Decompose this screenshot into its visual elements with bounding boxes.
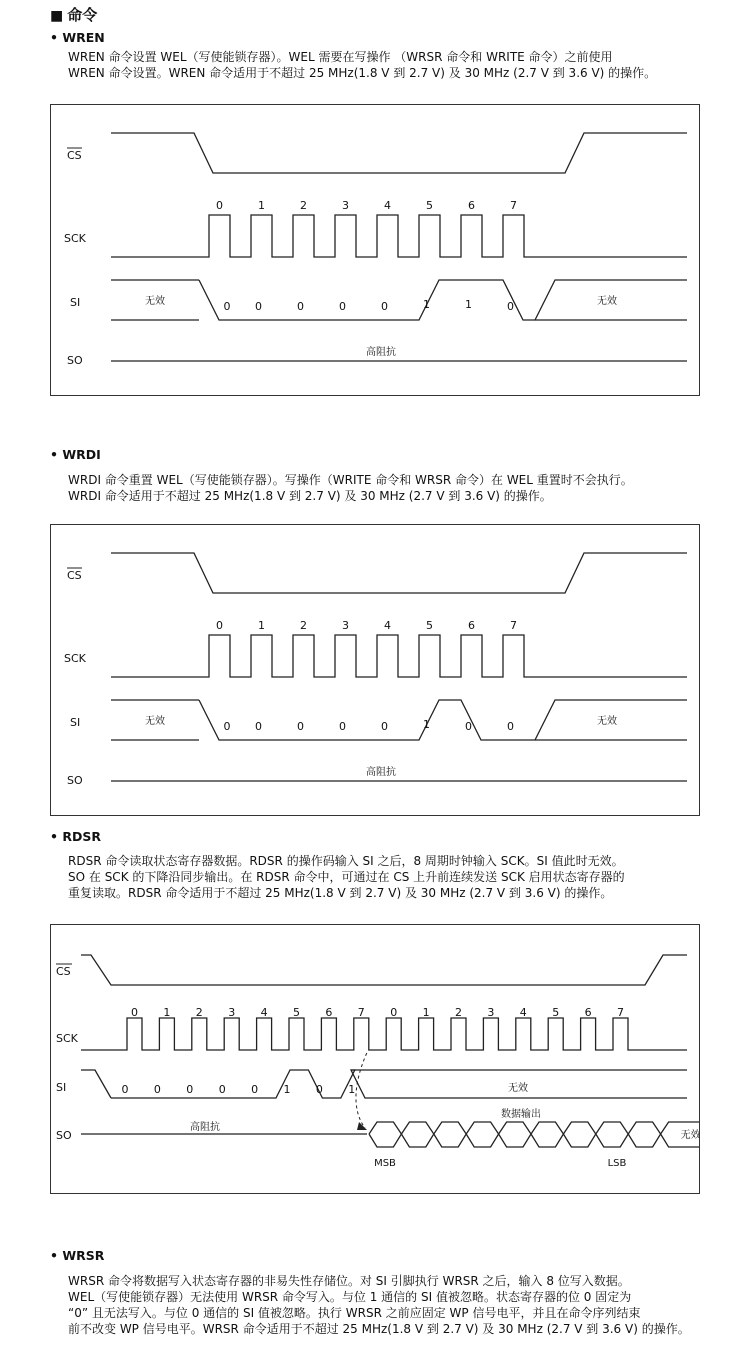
so-high-z-label: 高阻抗 [366, 347, 396, 358]
si-invalid-label: 无效 [508, 1083, 528, 1094]
si-bit: 0 [339, 720, 346, 733]
si-bit: 0 [297, 300, 304, 313]
clock-number: 4 [260, 1006, 268, 1019]
clock-number: 6 [325, 1006, 333, 1019]
si-bit: 0 [223, 300, 231, 313]
wrsr-line: WEL（写使能锁存器）无法使用 WRSR 命令写入。与位 1 通信的 SI 值被忽略。状态寄存器的位 0 固定为 [68, 1290, 632, 1304]
cs-signal-label: CS [67, 149, 82, 162]
si-invalid-label: 无效 [597, 716, 617, 727]
clock-number: 3 [342, 619, 349, 632]
data-out-hex [499, 1122, 531, 1147]
si-bit: 1 [283, 1083, 291, 1096]
si-bit: 0 [223, 720, 231, 733]
so-signal-label: SO [67, 354, 83, 367]
data-out-hex [563, 1122, 595, 1147]
si-bit: 0 [255, 300, 262, 313]
wrdi-line: WRDI 命令适用于不超过 25 MHz(1.8 V 到 2.7 V) 及 30 MHz (2.7 V 到 3.6 V) 的操作。 [68, 489, 552, 503]
cs-waveform [111, 133, 687, 173]
wrsr-line: 前不改变 WP 信号电平。WRSR 命令适用于不超过 25 MHz(1.8 V 到 2.7 V) 及 30 MHz (2.7 V 到 3.6 V) 的操作。 [68, 1322, 690, 1336]
si-bit: 0 [507, 720, 514, 733]
cs-waveform [81, 955, 687, 985]
si-bit: 0 [465, 720, 472, 733]
clock-number: 1 [258, 619, 265, 632]
rdsr-line: SO 在 SCK 的下降沿同步输出。在 RDSR 命令中，可通过在 CS 上升前连续发送 SCK 启用状态寄存器的 [68, 870, 625, 884]
clock-number: 0 [390, 1006, 398, 1019]
si-bit: 1 [423, 718, 430, 731]
section-title-text: 命令 [67, 6, 98, 24]
rdsr-line: 重复读取。RDSR 命令适用于不超过 25 MHz(1.8 V 到 2.7 V) 及 30 MHz (2.7 V 到 3.6 V) 的操作。 [68, 886, 613, 900]
data-out-label: 数据输出 [501, 1109, 541, 1120]
rdsr-line: RDSR 命令读取状态寄存器数据。RDSR 的操作码输入 SI 之后，8 周期时钟输入 SCK。SI 值此时无效。 [68, 854, 624, 868]
rdsr-description [68, 853, 625, 901]
clock-number: 4 [384, 199, 391, 212]
sck-signal-label: SCK [64, 232, 86, 245]
wrdi-line: WRDI 命令重置 WEL（写使能锁存器）。写操作（WRITE 命令和 WRSR 命令）在 WEL 重置时不会执行。 [68, 473, 633, 487]
clock-number: 2 [300, 619, 307, 632]
data-out-hex [466, 1122, 498, 1147]
wrdi-timing-diagram [50, 524, 700, 816]
clock-number: 4 [519, 1006, 527, 1019]
section-marker: ■ [50, 8, 64, 24]
wrsr-heading-text: WRSR [62, 1248, 105, 1263]
clock-number: 7 [357, 1006, 365, 1019]
si-signal-label: SI [70, 296, 81, 309]
si-bit: 0 [218, 1083, 226, 1096]
clock-number: 5 [426, 199, 433, 212]
wren-timing-diagram [50, 104, 700, 396]
clock-number: 3 [228, 1006, 236, 1019]
data-out-hex [434, 1122, 466, 1147]
si-bit: 0 [381, 720, 388, 733]
clock-number: 1 [258, 199, 265, 212]
clock-number: 5 [293, 1006, 300, 1019]
clock-number: 7 [510, 199, 517, 212]
rdsr-heading-text: RDSR [62, 829, 101, 844]
si-bit: 0 [153, 1083, 161, 1096]
sck-waveform [111, 215, 687, 257]
wren-line: WREN 命令设置 WEL（写使能锁存器）。WEL 需要在写操作 （WRSR 命令和 WRITE 命令）之前使用 [68, 50, 613, 64]
clock-number: 3 [487, 1006, 495, 1019]
wren-heading [50, 30, 105, 45]
clock-number: 0 [216, 199, 223, 212]
clock-number: 2 [455, 1006, 462, 1019]
clock-number: 6 [584, 1006, 592, 1019]
clock-number: 2 [300, 199, 307, 212]
wrdi-heading [50, 447, 101, 462]
so-signal-label: SO [56, 1129, 72, 1142]
sck-signal-label: SCK [56, 1032, 78, 1045]
msb-label: MSB [374, 1158, 396, 1169]
si-bit: 1 [465, 298, 472, 311]
data-out-hex [596, 1122, 628, 1147]
si-waveform [111, 1070, 687, 1098]
si-bit: 0 [121, 1083, 129, 1096]
rdsr-heading [50, 829, 101, 844]
section-title [50, 4, 97, 25]
si-start-edge [81, 1070, 111, 1098]
si-bit: 0 [251, 1083, 259, 1096]
cs-waveform [111, 553, 687, 593]
bullet: • [50, 829, 58, 844]
so-invalid-label: 无效 [680, 1130, 699, 1141]
clock-number: 5 [426, 619, 433, 632]
clock-number: 7 [510, 619, 517, 632]
cs-signal-label: CS [67, 569, 82, 582]
cs-signal-label: CS [56, 965, 71, 978]
si-signal-label: SI [70, 716, 81, 729]
data-out-hex [531, 1122, 563, 1147]
bullet: • [50, 30, 58, 45]
si-invalid-label: 无效 [145, 296, 165, 307]
wren-line: WREN 命令设置。WREN 命令适用于不超过 25 MHz(1.8 V 到 2.7 V) 及 30 MHz (2.7 V 到 3.6 V) 的操作。 [68, 66, 657, 80]
lsb-label: LSB [607, 1158, 627, 1169]
clock-number: 6 [468, 199, 475, 212]
si-bit: 0 [315, 1083, 323, 1096]
wrsr-line: “0” 且无法写入。与位 0 通信的 SI 值被忽略。执行 WRSR 之前应固定 WP 信号电平，并且在命令序列结束 [68, 1306, 641, 1320]
data-out-hex [628, 1122, 660, 1147]
clock-number: 1 [422, 1006, 430, 1019]
si-bit: 0 [507, 300, 514, 313]
si-bit: 0 [297, 720, 304, 733]
clock-number: 6 [468, 619, 475, 632]
clock-number: 1 [163, 1006, 171, 1019]
so-high-z-label: 高阻抗 [190, 1122, 220, 1133]
clock-number: 0 [216, 619, 223, 632]
si-bit: 0 [255, 720, 262, 733]
si-invalid-label: 无效 [597, 296, 617, 307]
bullet: • [50, 1248, 58, 1263]
wrdi-description [68, 472, 633, 504]
rdsr-timing-svg [51, 925, 699, 1193]
wrsr-description [68, 1273, 690, 1337]
wren-heading-text: WREN [62, 30, 105, 45]
si-bit: 1 [348, 1083, 356, 1096]
si-bit: 0 [186, 1083, 194, 1096]
clock-number: 0 [131, 1006, 138, 1019]
clock-number: 7 [617, 1006, 624, 1019]
si-bit: 1 [423, 298, 430, 311]
so-signal-label: SO [67, 774, 83, 787]
rdsr-timing-diagram [50, 924, 700, 1194]
bullet: • [50, 447, 58, 462]
sck-waveform [81, 1018, 687, 1050]
si-bit: 0 [381, 300, 388, 313]
sck-signal-label: SCK [64, 652, 86, 665]
wrsr-heading [50, 1248, 104, 1263]
clock-number: 2 [195, 1006, 203, 1019]
data-out-hex [401, 1122, 433, 1147]
so-high-z-label: 高阻抗 [366, 767, 396, 778]
si-bit: 0 [339, 300, 346, 313]
wrsr-line: WRSR 命令将数据写入状态寄存器的非易失性存储位。对 SI 引脚执行 WRSR 之后，输入 8 位写入数据。 [68, 1274, 630, 1288]
clock-number: 4 [384, 619, 391, 632]
data-out-hex [369, 1122, 401, 1147]
sck-waveform [111, 635, 687, 677]
clock-number: 5 [552, 1006, 560, 1019]
si-invalid-label: 无效 [145, 716, 165, 727]
wrdi-timing-svg [51, 525, 699, 815]
wrdi-heading-text: WRDI [62, 447, 101, 462]
clock-number: 3 [342, 199, 349, 212]
si-signal-label: SI [56, 1081, 67, 1094]
wren-description [68, 49, 656, 81]
wren-timing-svg [51, 105, 699, 395]
